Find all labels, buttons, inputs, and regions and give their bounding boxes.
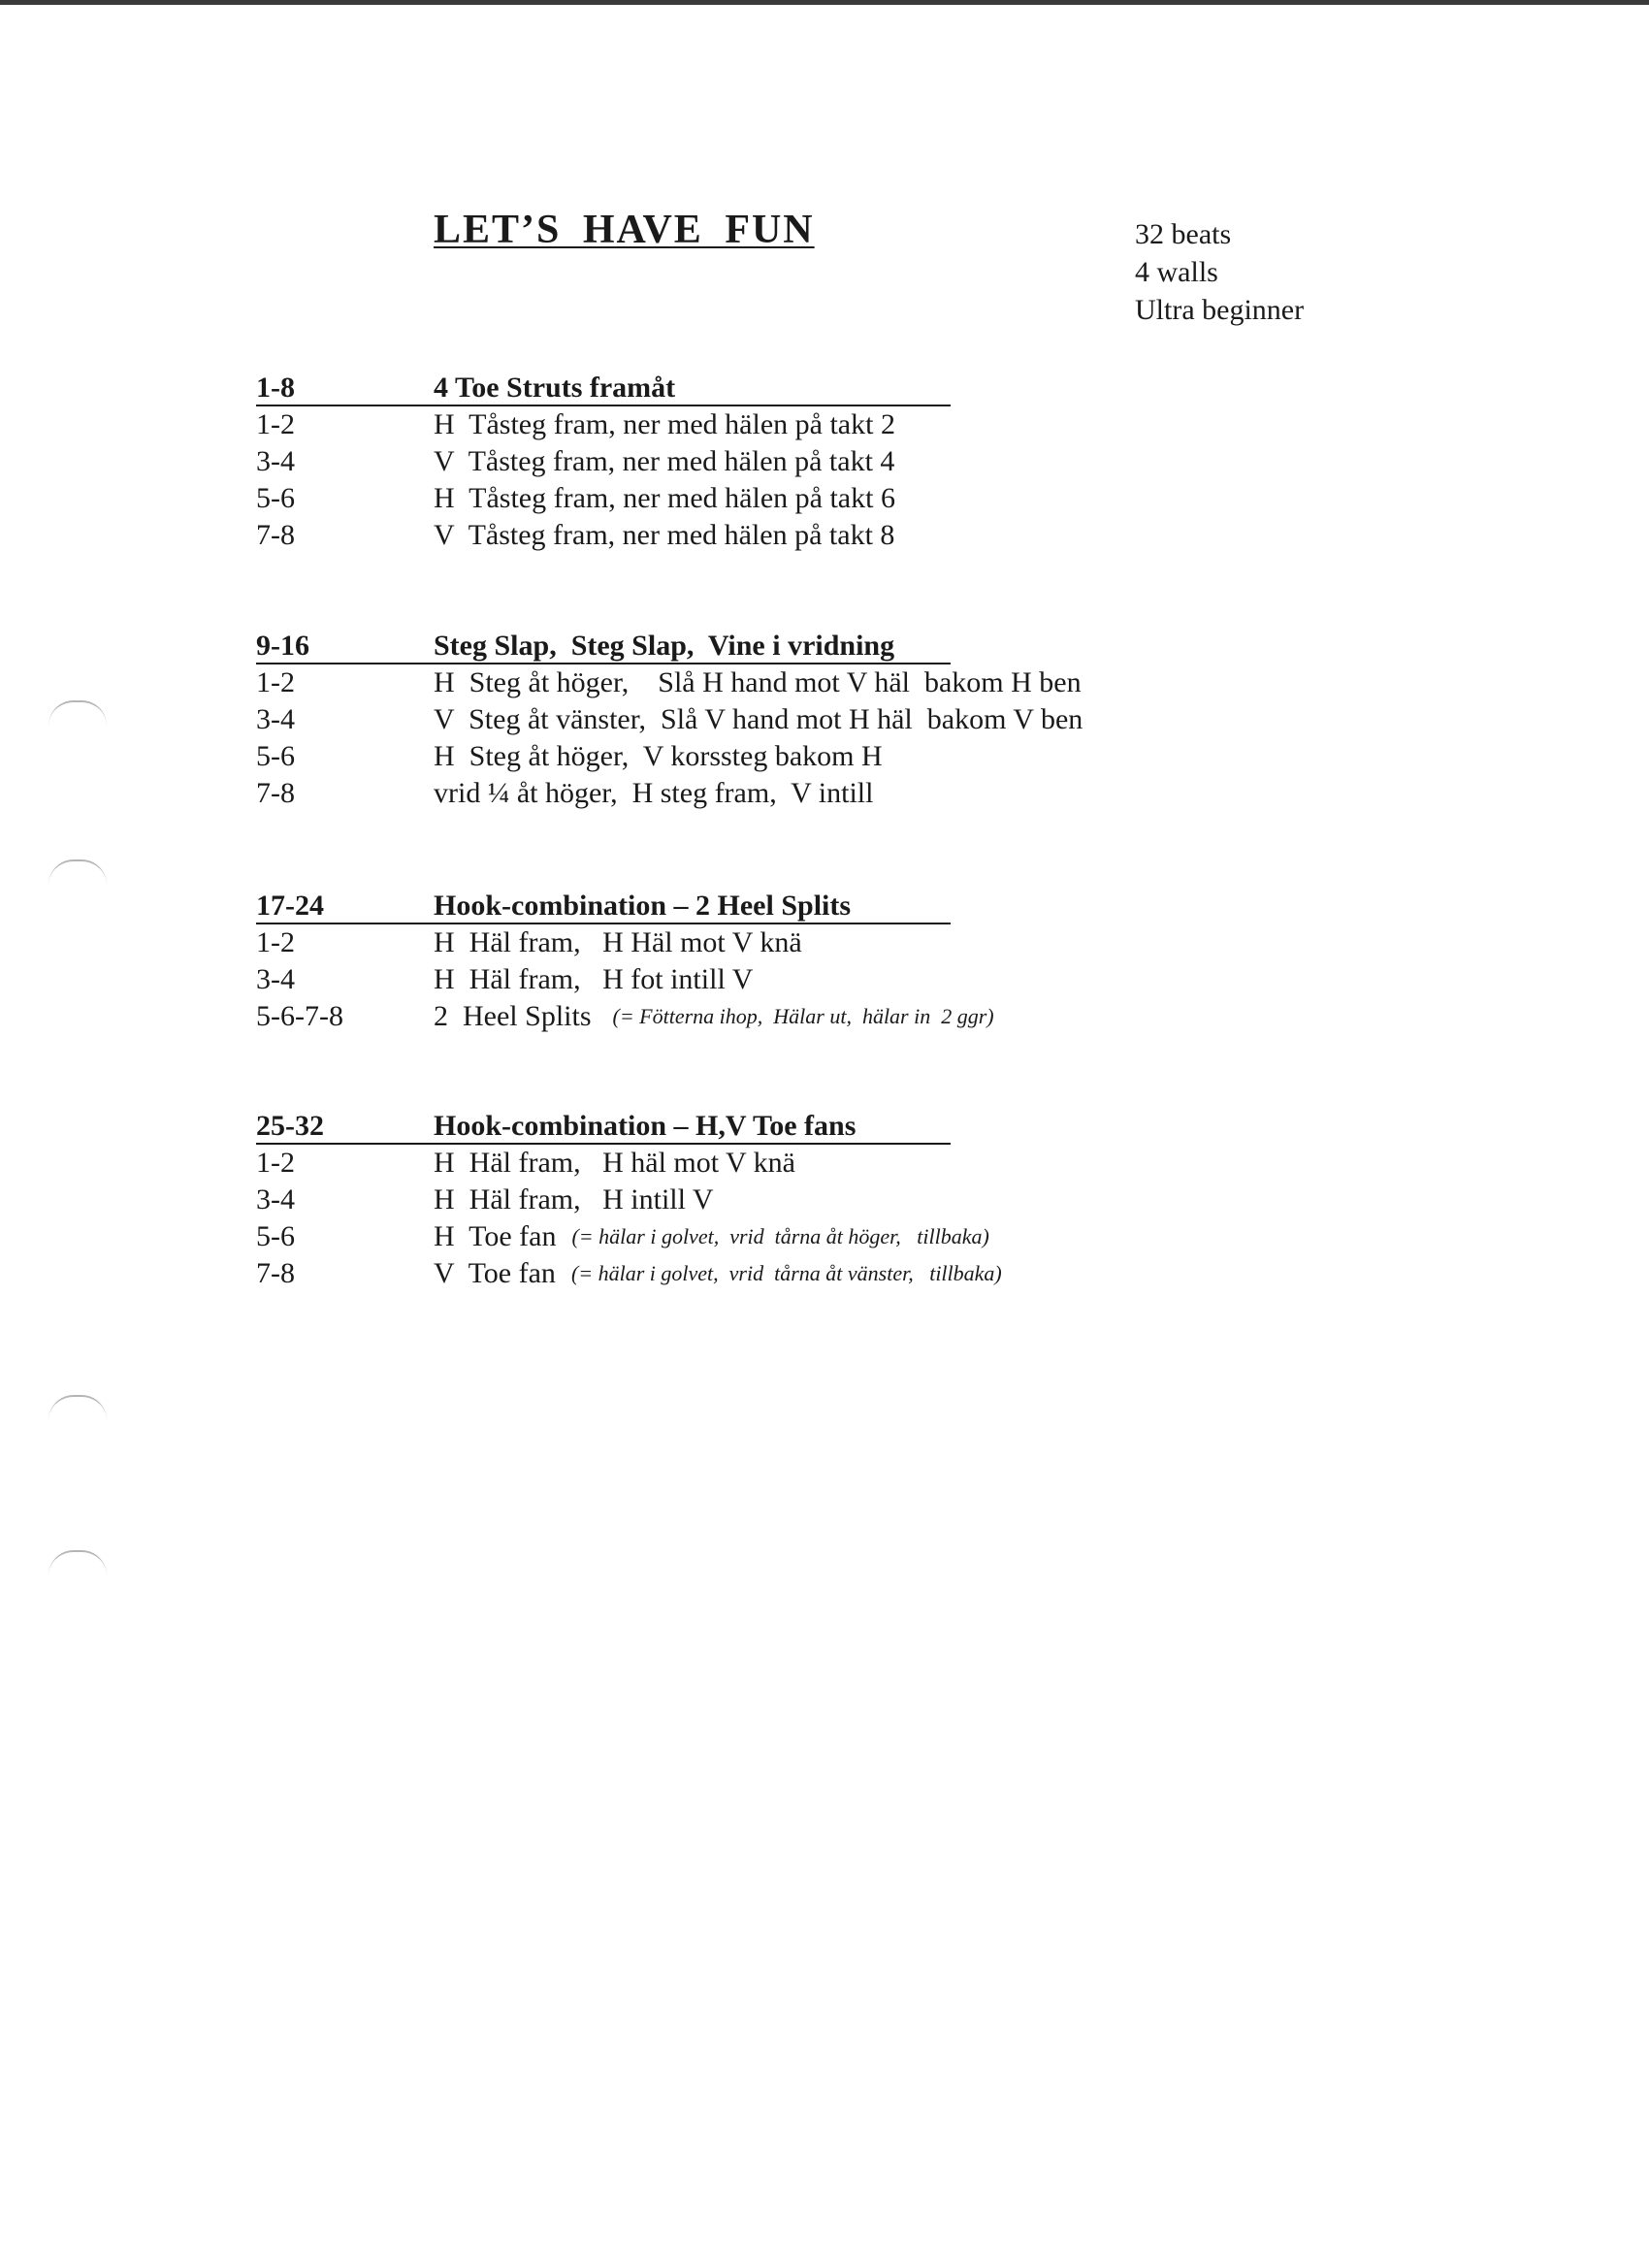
section-header [256,366,951,406]
step-counts: 5-6 [256,1220,295,1252]
step-counts: 5-6-7-8 [256,1000,343,1032]
step-row [256,480,1420,517]
section-header [256,884,951,924]
step-row [256,1145,1420,1182]
step-row [256,1218,1420,1255]
section-counts: 17-24 [256,890,324,922]
step-text: H Häl fram, H intill V [434,1183,714,1215]
section-counts: 9-16 [256,630,309,662]
step-row [256,443,1420,480]
step-row [256,701,1420,738]
step-counts: 5-6 [256,740,295,772]
step-text: H Steg åt höger, V korssteg bakom H [434,740,883,772]
step-counts: 1-2 [256,666,295,698]
step-text: 2 Heel Splits [434,1000,592,1032]
step-text: H Häl fram, H häl mot V knä [434,1147,795,1179]
punch-hole-mark [48,1395,107,1420]
step-counts: 5-6 [256,482,295,514]
step-text: vrid ¼ åt höger, H steg fram, V intill [434,777,874,809]
step-counts: 1-2 [256,408,295,440]
step-text: V Tåsteg fram, ner med hälen på takt 8 [434,519,895,551]
step-counts: 1-2 [256,926,295,958]
step-note: (= hälar i golvet, vrid tårna åt vänster, tillbaka) [570,1261,1002,1285]
step-counts: 3-4 [256,963,295,995]
section-heading: Hook-combination – 2 Heel Splits [434,890,852,922]
step-row [256,1255,1420,1292]
punch-hole-mark [48,700,107,726]
section-counts: 25-32 [256,1110,324,1142]
step-note: (= hälar i golvet, vrid tårna åt höger, tillbaka) [571,1224,989,1248]
step-row [256,664,1420,701]
step-row [256,517,1420,554]
dance-title: LET’S HAVE FUN [434,208,815,252]
section-9-16 [256,624,1420,812]
page-top-edge [0,0,1649,5]
section-header [256,624,951,664]
step-note: (= Fötterna ihop, Hälar ut, hälar in 2 ggr) [612,1004,994,1028]
step-row [256,961,1420,998]
step-counts: 7-8 [256,1257,295,1289]
section-heading: Steg Slap, Steg Slap, Vine i vridning [434,630,895,662]
walls-count: 4 walls [1135,256,1218,288]
step-text: H Häl fram, H Häl mot V knä [434,926,802,958]
step-counts: 1-2 [256,1147,295,1179]
step-row [256,998,1420,1035]
step-row [256,738,1420,775]
section-header [256,1104,951,1145]
step-row [256,1182,1420,1218]
step-text: V Steg åt vänster, Slå V hand mot H häl bakom V ben [434,703,1083,735]
step-row [256,924,1420,961]
step-row [256,406,1420,443]
section-heading: Hook-combination – H,V Toe fans [434,1110,857,1142]
section-counts: 1-8 [256,372,295,404]
punch-hole-mark [48,1550,107,1575]
step-counts: 3-4 [256,1183,295,1215]
step-counts: 7-8 [256,777,295,809]
step-row [256,775,1420,812]
step-text: H Tåsteg fram, ner med hälen på takt 6 [434,482,895,514]
step-text: H Toe fan [434,1220,557,1252]
beats-count: 32 beats [1135,218,1232,250]
section-heading: 4 Toe Struts framåt [434,372,676,404]
section-17-24 [256,884,1420,1035]
step-counts: 3-4 [256,703,295,735]
level: Ultra beginner [1135,294,1305,326]
punch-hole-mark [48,859,107,885]
step-text: H Tåsteg fram, ner med hälen på takt 2 [434,408,895,440]
step-text: H Steg åt höger, Slå H hand mot V häl bakom H ben [434,666,1082,698]
step-counts: 7-8 [256,519,295,551]
section-25-32 [256,1104,1420,1292]
step-text: V Toe fan [434,1257,556,1289]
step-text: V Tåsteg fram, ner med hälen på takt 4 [434,445,895,477]
dance-meta [1135,215,1304,329]
section-1-8 [256,366,1420,554]
step-text: H Häl fram, H fot intill V [434,963,754,995]
step-counts: 3-4 [256,445,295,477]
